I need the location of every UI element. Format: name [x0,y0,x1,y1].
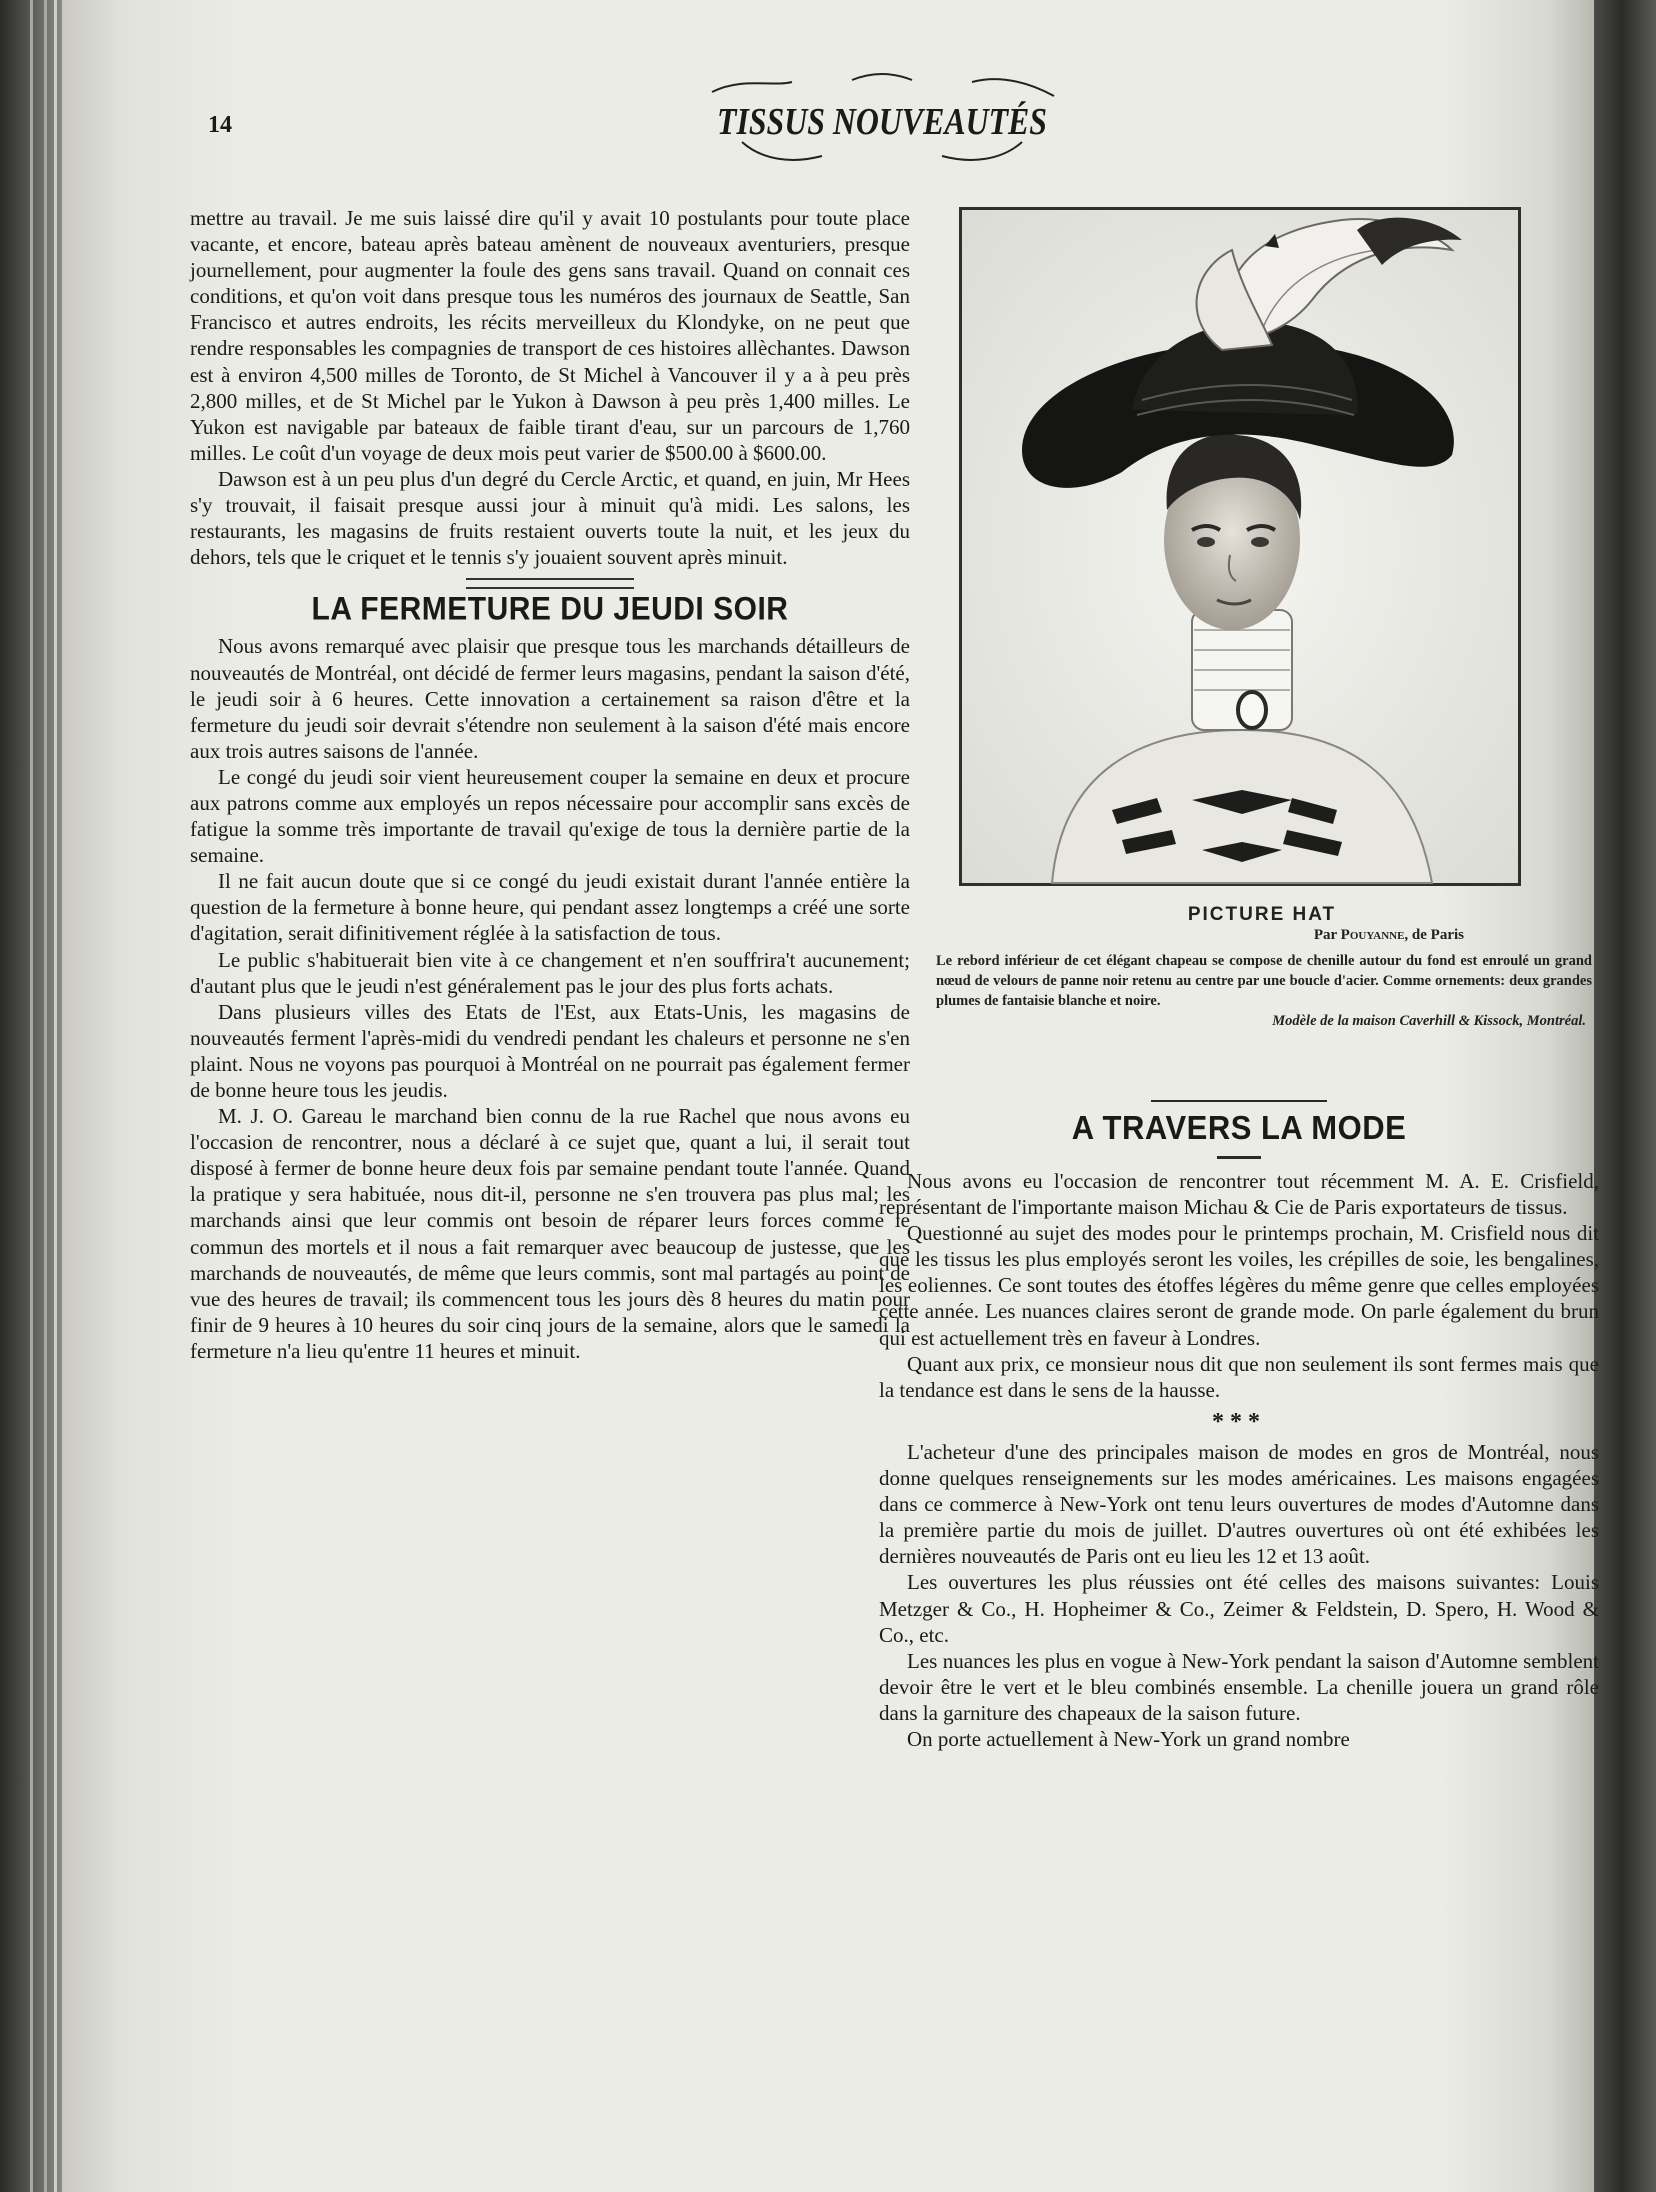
right-column [879,1168,1599,1752]
caption-title: PICTURE HAT [1187,904,1337,925]
page-number: 14 [208,112,232,138]
paragraph: Le congé du jeudi soir vient heureusement couper la semaine en deux et procure aux patrons comme aux employés un repos nécessaire pour accomplir sans excès de fatigue la somme très importante de travail qu'exige de tous la dernière partie de la semaine. [190,764,910,868]
paragraph: Dawson est à un peu plus d'un degré du Cercle Arctic, et quand, en juin, Mr Hees s'y trouvait, il faisait presque aussi jour à minuit qu'à midi. Les salons, les restaurants, les magasins de fruits restaient ouverts toute la nuit, et les jeux du dehors, tels que le criquet et le tennis s'y jouaient souvent après minuit. [190,466,910,570]
paragraph: L'acheteur d'une des principales maison de modes en gros de Montréal, nous donne quelques renseignements sur les modes américaines. Les maisons engagées dans ce commerce à New-York ont tenu leurs ouvertures de modes d'Automne dans la première partie du mois de juillet. D'autres ouvertures où ont été exhibées les dernières nouveautés de Paris ont eu lieu les 12 et 13 août. [879,1439,1599,1569]
magazine-page [62,0,1599,2192]
paragraph: Le public s'habituerait bien vite à ce changement et n'en souffrira't aucunement; d'autant plus que le jeudi n'est généralement pas le jour des plus forts achats. [190,947,910,998]
masthead-logo [702,72,1062,172]
paragraph: Nous avons eu l'occasion de rencontrer tout récemment M. A. E. Crisfield, représentant de l'importante maison Michau & Cie de Paris exportateurs de tissus. [879,1169,1599,1220]
caption-author-prefix: Par [1313,927,1341,943]
caption-author-name: Pouyanne [1340,927,1405,943]
section-heading-block [959,1100,1519,1173]
woman-in-hat-illustration [962,210,1518,883]
paragraph: Dans plusieurs villes des Etats de l'Est, aux Etats-Unis, les magasins de nouveautés ferment l'après-midi du vendredi pendant les chaleurs et personne ne s'en plaint. Nous ne voyons pas pourquoi à Montréal on ne pourrait pas également fermer de bonne heure tous les jeudis. [190,999,910,1102]
paragraph: mettre au travail. Je me suis laissé dire qu'il y avait 10 postulants pour toute place vacante, et encore, bateau après bateau amènent de nouveaux aventuriers, presque journellement, pour augmenter la foule des gens sans travail. Quand on connait ces conditions, et qu'on voit dans presque tous les numéros des journaux de Seattle, San Francisco et autres endroits, les récits merveilleux du Klondyke, on ne peut que rendre responsables les compagnies de transport de ces histoires allèchantes. Dawson est à environ 4,500 milles de Toronto, de St Michel à Vancouver il y a à peu près 2,800 milles, et de St Michel par le Yukon à Dawson à peu près 1,400 milles. Le Yukon est navigable par bateaux de faible tirant d'eau, sur un parcours de 1,760 milles. Le coût d'un voyage de deux mois peut varier de $500.00 à $600.00. [190,206,910,465]
section-heading: A TRAVERS LA MODE [1071,1108,1407,1147]
divider [466,578,634,589]
paragraph: Les nuances les plus en vogue à New-York pendant la saison d'Automne semblent devoir être le vert et le bleu combinés ensemble. La chenille jouera un grand rôle dans la garniture des chapeaux de la saison future. [879,1648,1599,1725]
left-column [190,205,910,1364]
paragraph: Nous avons remarqué avec plaisir que presque tous les marchands détailleurs de nouveautés de Montréal, ont décidé de fermer leurs magasins, pendant la saison d'été, le jeudi soir à 6 heures. Cette innovation a certainement sa raison d'être et la fermeture du jeudi soir devrait s'étendre non seulement à la saison d'été mais encore aux trois autres saisons de l'année. [190,634,910,763]
masthead-logo-text: TISSUS NOUVEAUTÉS [717,101,1047,143]
divider [1151,1100,1327,1102]
caption-credit: Modèle de la maison Caverhill & Kissock, Montréal. [1272,1013,1586,1029]
book-spine-left [0,0,62,2192]
book-edge-right [1594,0,1656,2192]
section-separator-stars: *** [1212,1408,1266,1435]
caption-author [932,925,1592,945]
paragraph: Questionné au sujet des modes pour le printemps prochain, M. Crisfield nous dit que les tissus les plus employés seront les voiles, les crépilles de soie, les bengalines, les eoliennes. Ce sont toutes des étoffes légères du même genre que celles employées cette année. Les nuances claires seront de grande mode. On parle également du brun qui est actuellement très en faveur à Londres. [879,1221,1599,1350]
paragraph: M. J. O. Gareau le marchand bien connu de la rue Rachel que nous avons eu l'occasion de rencontrer, nous a déclaré à ce sujet que, quant a lui, il serait tout disposé à fermer de bonne heure deux fois par semaine pendant toute l'année. Quand la pratique y sera habituée, nous dit-il, personne ne s'en trouvera pas plus mal; les marchands ainsi que leur commis ont besoin de réparer leurs forces comme le commun des mortels et il nous a fait remarquer avec beaucoup de justesse, que les marchands de nouveautés, de même que leurs commis, sont mal partagés au point de vue des heures de travail; ils commencent tous les jours dès 8 heures du matin pour finir de 9 heures à 10 heures du soir cinq jours de la semaine, alors que le samedi la fermeture n'a lieu qu'entre 11 heures et minuit. [190,1104,910,1363]
paragraph: Quant aux prix, ce monsieur nous dit que non seulement ils sont fermes mais que la tendance est dans le sens de la hausse. [879,1351,1599,1402]
paragraph: Il ne fait aucun doute que si ce congé du jeudi existait durant l'année entière la question de la fermeture à bonne heure, qui pendant assez longtemps a créé une sorte d'agitation, serait difinitivement réglée à la satisfaction de tous. [190,869,910,946]
divider [1217,1156,1261,1159]
fashion-photo [959,207,1521,886]
paragraph: On porte actuellement à New-York un grand nombre [907,1726,1350,1751]
caption-text: Le rebord inférieur de cet élégant chapeau se compose de chenille autour du fond est enroulé un grand nœud de velours de panne noir retenu au centre par une boucle d'acier. Comme ornements: deux grandes plumes de fantaisie blanche et noire. [936,953,1592,1009]
photo-caption [932,905,1592,1031]
paragraph: Les ouvertures les plus réussies ont été celles des maisons suivantes: Louis Metzger & Co., H. Hopheimer & Co., Zeimer & Feldstein, D. Spero, H. Wood & Co., etc. [879,1570,1599,1647]
section-heading: LA FERMETURE DU JEUDI SOIR [311,591,789,628]
caption-author-suffix: , de Paris [1404,927,1464,943]
